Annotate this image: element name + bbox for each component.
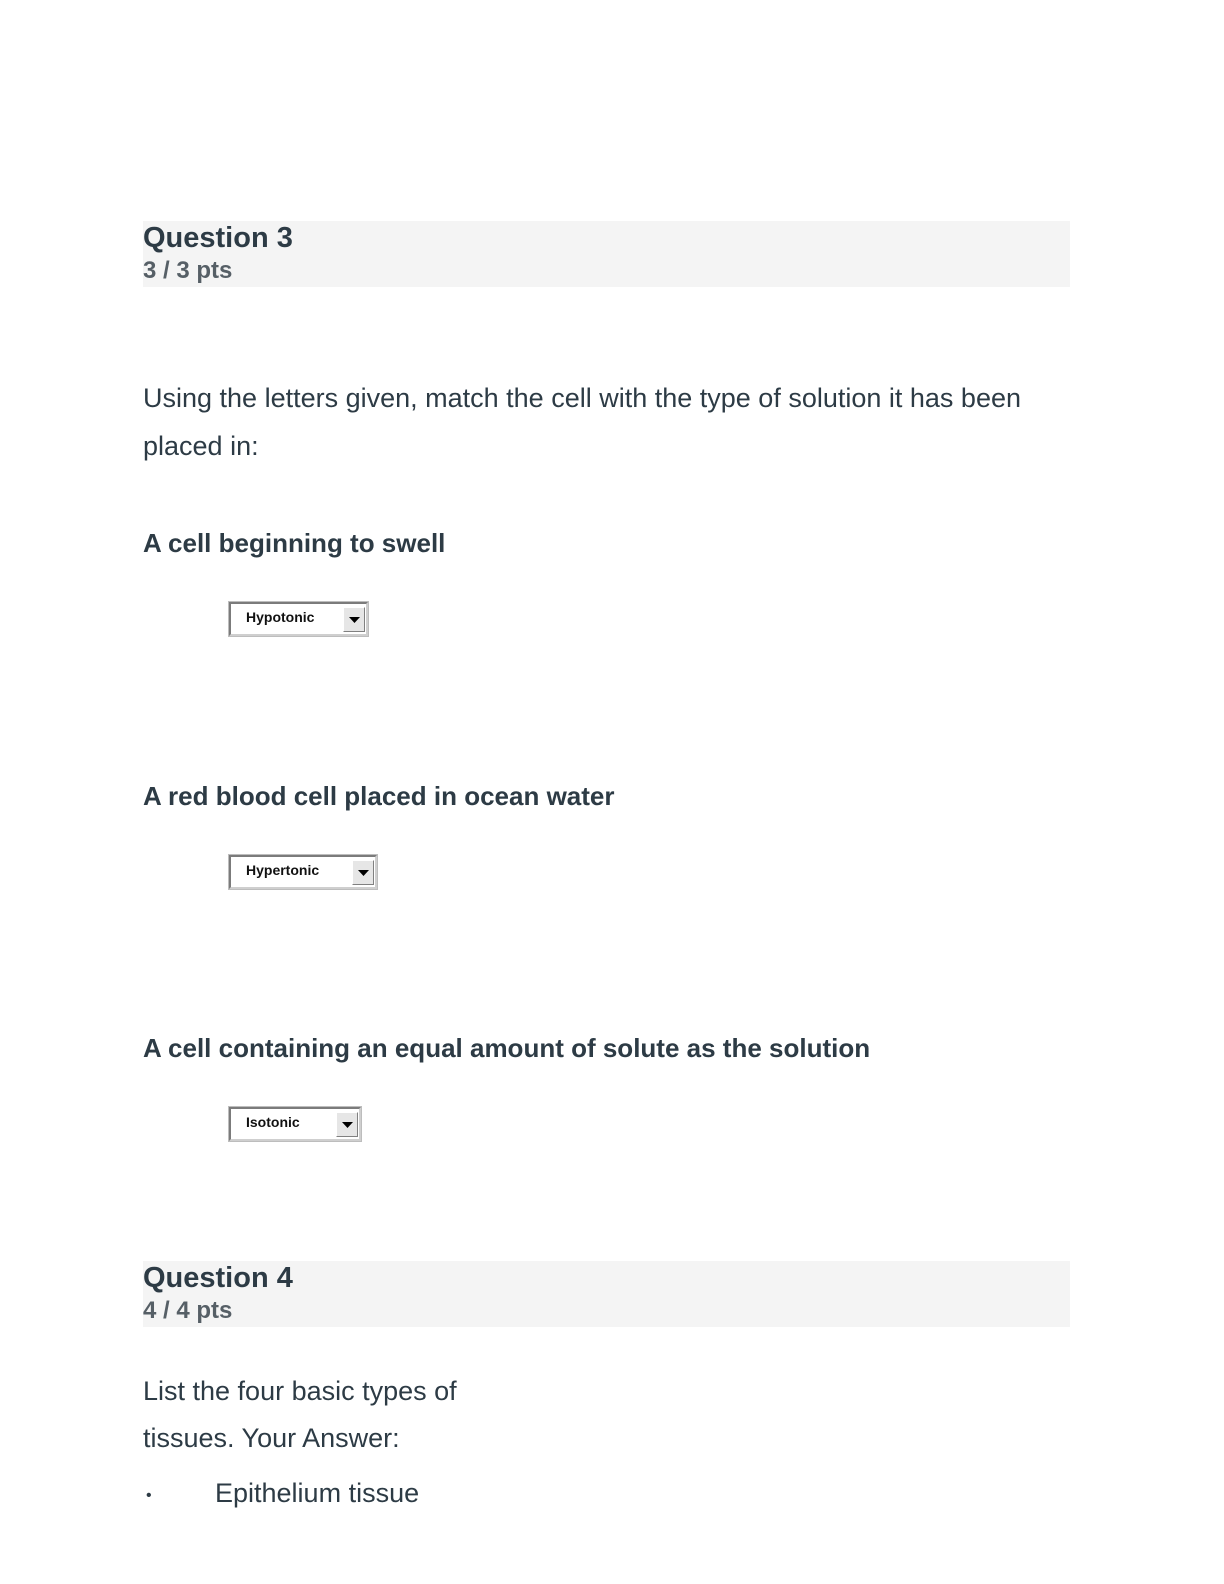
answer-select-ocean-water[interactable] [229,855,377,889]
dropdown-button[interactable] [352,860,374,885]
question-3-prompt-line-1: Using the letters given, match the cell with the type of solution it has been [143,383,1021,413]
question-4-header [143,1261,1070,1327]
question-3-prompt-line-2: placed in: [143,431,259,461]
match-item-label: A cell beginning to swell [143,528,446,558]
dropdown-button[interactable] [343,607,365,632]
answer-list-item: Epithelium tissue [215,1478,420,1508]
chevron-down-icon [358,870,369,876]
answer-select-equal-solute[interactable] [229,1107,361,1141]
chevron-down-icon [342,1122,353,1128]
question-4-points: 4 / 4 pts [143,1297,233,1324]
question-4-prompt-line-1: List the four basic types of [143,1376,457,1406]
question-4-prompt-line-2: tissues. Your Answer: [143,1423,400,1453]
question-3-header [143,221,1070,287]
answer-select-value: Hypotonic [246,609,315,625]
answer-select-swell[interactable] [229,602,368,636]
list-bullet: • [146,1487,152,1504]
match-item-label: A red blood cell placed in ocean water [143,781,615,811]
question-4-title: Question 4 [143,1262,293,1294]
answer-select-value: Hypertonic [246,862,320,878]
chevron-down-icon [349,617,360,623]
question-3-points: 3 / 3 pts [143,257,233,284]
answer-select-value: Isotonic [246,1114,300,1130]
dropdown-button[interactable] [336,1112,358,1137]
question-3-title: Question 3 [143,222,293,254]
match-item-label: A cell containing an equal amount of solute as the solution [143,1033,871,1063]
